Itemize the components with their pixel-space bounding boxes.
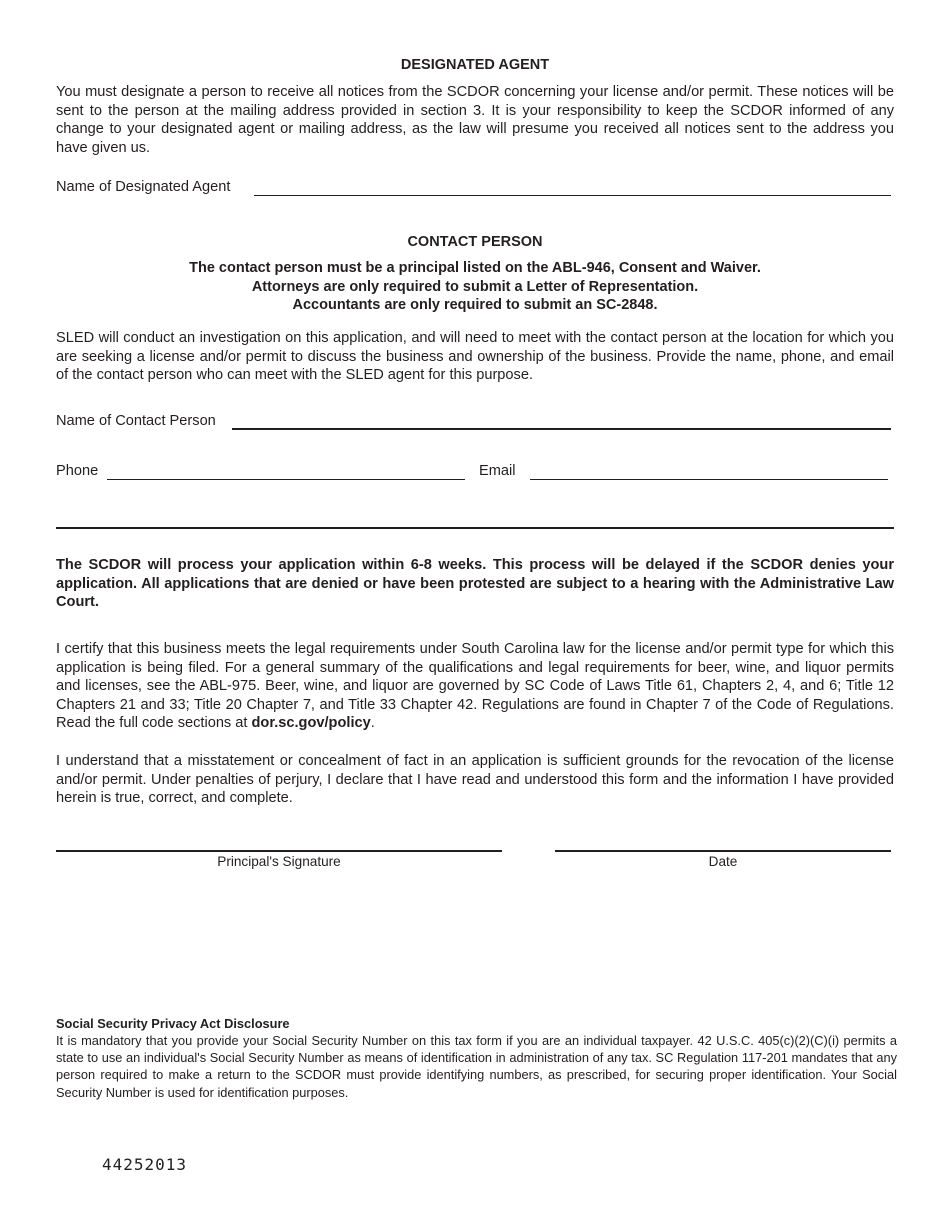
contact-person-name-label: Name of Contact Person	[56, 413, 216, 429]
date-field[interactable]	[555, 850, 891, 852]
designated-agent-name-label: Name of Designated Agent	[56, 179, 231, 195]
certification-text-end: .	[370, 715, 375, 732]
email-field[interactable]	[530, 479, 888, 480]
privacy-disclosure-title: Social Security Privacy Act Disclosure	[56, 1016, 290, 1031]
designated-agent-instructions: You must designate a person to receive all notices from the SCDOR concerning your license and/or permit. These notices will be sent to the person at the mailing address provided in section 3. It is your responsibility to keep the SCDOR informed of any change to your designated agent or mailing address, as the law will presume you received all notices sent to the address you have given us.	[56, 84, 894, 156]
designated-agent-heading: DESIGNATED AGENT	[400, 57, 550, 73]
contact-person-heading: CONTACT PERSON	[407, 234, 543, 250]
date-label: Date	[708, 854, 738, 869]
section-divider	[56, 527, 894, 529]
certification-paragraph	[56, 640, 894, 733]
understanding-paragraph: I understand that a misstatement or concealment of fact in an application is sufficient grounds for the revocation of the license and/or permit. Under penalties of perjury, I declare that I have read and understood this form and the information I have provided herein is true, correct, and complete.	[56, 753, 894, 807]
phone-field[interactable]	[107, 479, 465, 480]
certification-text: I certify that this business meets the legal requirements under South Carolina law for the license and/or permit type for which this application is being filed. For a general summary of the qualifications and legal requirements for beer, wine, and liquor permits and licenses, see the ABL-975. Beer, wine, and liquor are governed by SC Code of Laws Title 61, Chapters 2, 4, and 6; Title 12 Chapters 21 and 33; Title 20 Chapter 7, and Title 33 Chapter 42. Regulations are found in Chapter 7 of the Code of Regulations. Read the full code sections at	[56, 641, 894, 732]
contact-person-requirement-1: The contact person must be a principal listed on the ABL-946, Consent and Waiver.	[189, 260, 761, 276]
phone-label: Phone	[56, 463, 99, 479]
principal-signature-label: Principal's Signature	[217, 854, 341, 869]
contact-person-name-field[interactable]	[232, 428, 891, 430]
contact-person-requirement-3: Accountants are only required to submit an SC-2848.	[292, 297, 658, 313]
processing-notice: The SCDOR will process your application within 6-8 weeks. This process will be delayed if the SCDOR denies your application. All applications that are denied or have been protested are subject to a hearing with the Administrative Law Court.	[56, 557, 894, 611]
contact-person-requirement-2: Attorneys are only required to submit a Letter of Representation.	[251, 279, 699, 295]
contact-person-instructions: SLED will conduct an investigation on this application, and will need to meet with the contact person at the location for which you are seeking a license and/or permit to discuss the business and ownership of the business. Provide the name, phone, and email of the contact person who can meet with the SLED agent for this purpose.	[56, 330, 894, 384]
email-label: Email	[479, 463, 516, 479]
form-code: 44252013	[102, 1155, 188, 1174]
principal-signature-field[interactable]	[56, 850, 502, 852]
designated-agent-name-field[interactable]	[254, 195, 891, 196]
privacy-disclosure-text: It is mandatory that you provide your Social Security Number on this tax form if you are an individual taxpayer. 42 U.S.C. 405(c)(2)(C)(i) permits a state to use an individual's Social Security Number as means of identification in administration of any tax. SC Regulation 117-201 mandates that any person required to make a return to the SCDOR must provide identifying numbers, as prescribed, for securing proper identification. Your Social Security Number is used for identification purposes.	[56, 1033, 897, 1100]
policy-link[interactable]: dor.sc.gov/policy	[251, 715, 371, 732]
